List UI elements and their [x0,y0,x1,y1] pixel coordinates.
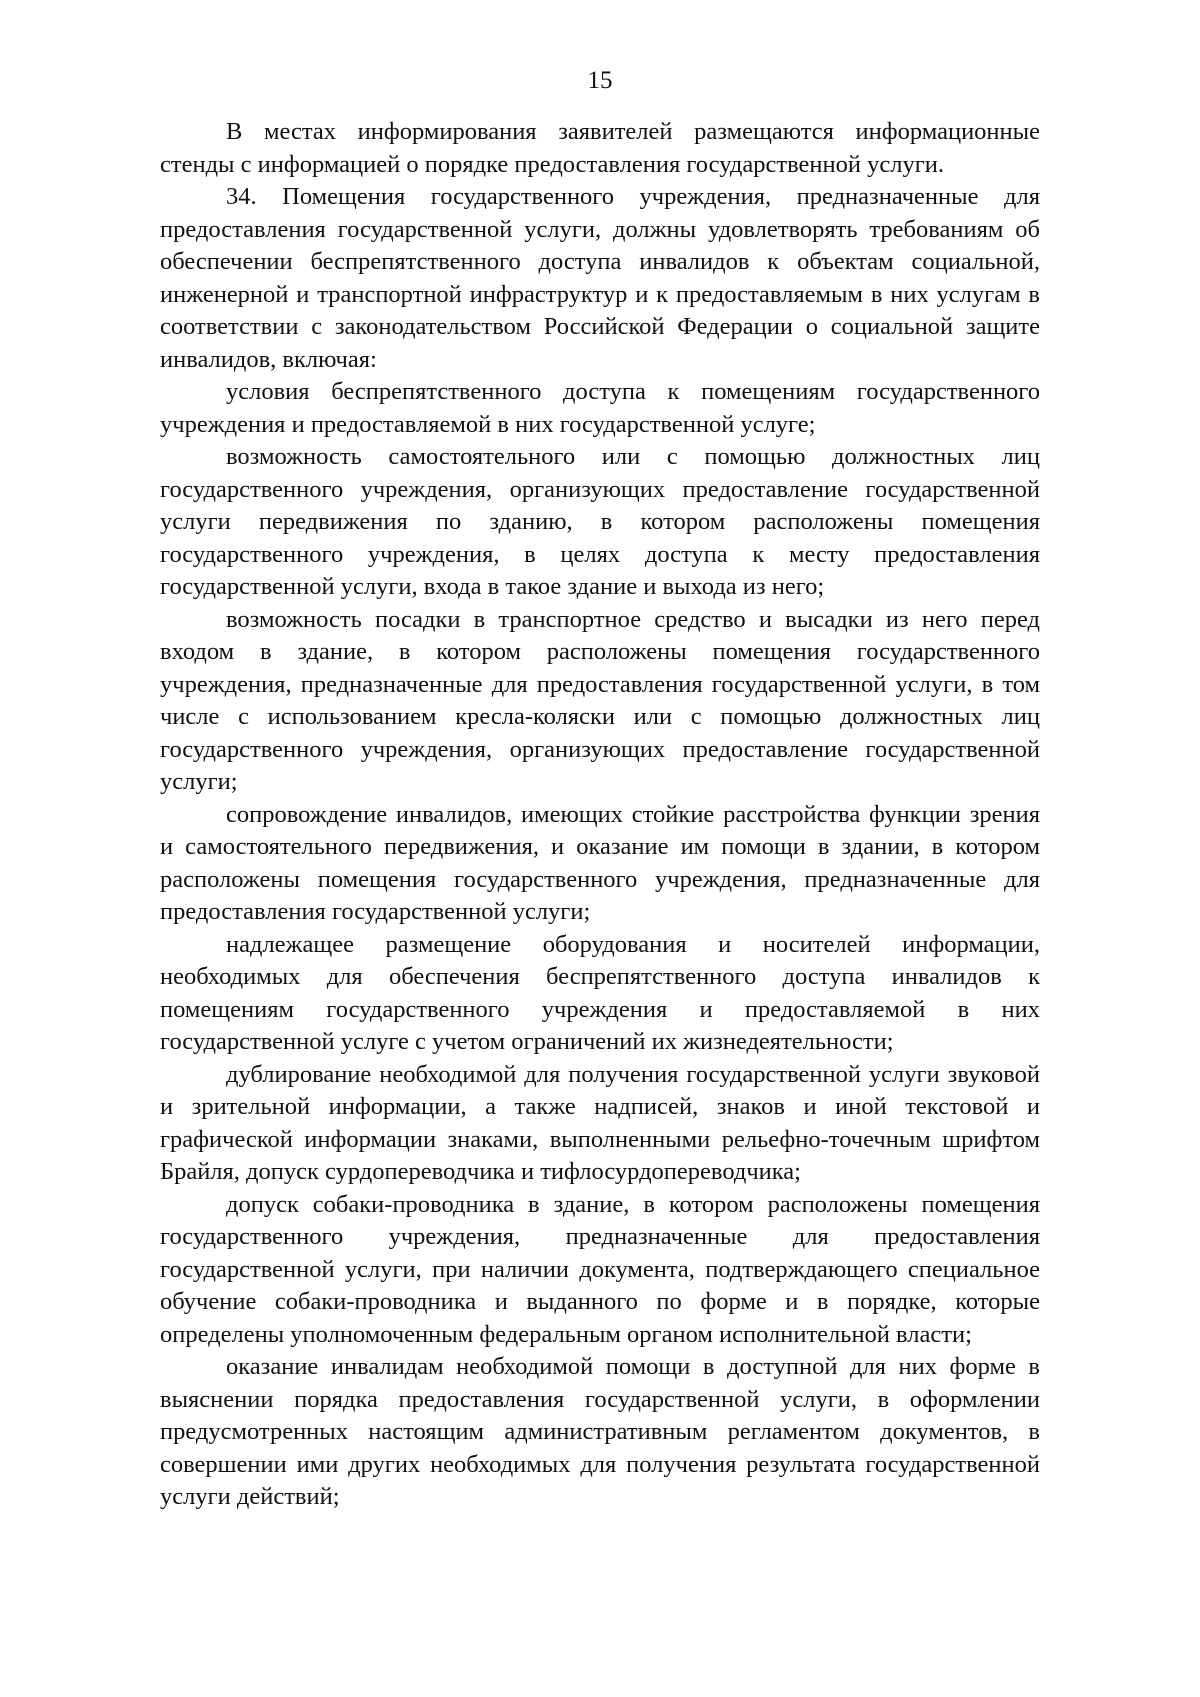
paragraph-equipment-placement: надлежащее размещение оборудования и носителей информации, необходимых для обеспечения беспрепятственного доступа инвалидов к помещениям государственного учреждения и предоставляемой в них государственной услуге с учетом ограничений их жизнедеятельности; [160,930,1040,1055]
paragraph-guide-dog-admission: допуск собаки-проводника в здание, в котором расположены помещения государственного учреждения, предназначенные для предоставления государственной услуги, при наличии документа, подтверждающего специальное обучение собаки-проводника и выданного по форме и в порядке, которые определены уполномоченным федеральным органом исполнительной власти; [160,1190,1040,1348]
paragraph-access-conditions: условия беспрепятственного доступа к помещениям государственного учреждения и предоставляемой в них государственной услуге; [160,378,1040,438]
document-body [160,116,1040,1514]
paragraph-information-duplication: дублирование необходимой для получения государственной услуги звуковой и зрительной информации, а также надписей, знаков и иной текстовой и графической информации знаками, выполненными рельефно-точечным шрифтом Брайля, допуск сурдопереводчика и тифлосурдопереводчика; [160,1060,1040,1185]
paragraph-info-stands: В местах информирования заявителей размещаются информационные стенды с информацией о порядке предоставления государственной услуги. [160,118,1040,178]
paragraph-34-premises-requirements: 34. Помещения государственного учреждения, предназначенные для предоставления государственной услуги, должны удовлетворять требованиям об обеспечении беспрепятственного доступа инвалидов к объектам социальной, инженерной и транспортной инфраструктур и к предоставляемым в них услугам в соответствии с законодательством Российской Федерации о социальной защите инвалидов, включая: [160,183,1040,373]
page-number: 15 [587,67,613,94]
paragraph-assistance-in-procedures: оказание инвалидам необходимой помощи в доступной для них форме в выяснении порядка предоставления государственной услуги, в оформлении предусмотренных настоящим административным регламентом документов, в совершении ими других необходимых для получения результата государственной услуги действий; [160,1353,1040,1510]
paragraph-escort-assistance: сопровождение инвалидов, имеющих стойкие расстройства функции зрения и самостоятельного передвижения, и оказание им помощи в здании, в котором расположены помещения государственного учреждения, предназначенные для предоставления государственной услуги; [160,800,1040,925]
paragraph-vehicle-boarding: возможность посадки в транспортное средство и высадки из него перед входом в здание, в котором расположены помещения государственного учреждения, предназначенные для предоставления государственной услуги, в том числе с использованием кресла-коляски или с помощью должностных лиц государственного учреждения, организующих предоставление государственной услуги; [160,605,1040,795]
paragraph-movement-in-building: возможность самостоятельного или с помощью должностных лиц государственного учреждения, организующих предоставление государственной услуги передвижения по зданию, в котором расположены помещения государственного учреждения, в целях доступа к месту предоставления государственной услуги, входа в такое здание и выхода из него; [160,443,1040,600]
